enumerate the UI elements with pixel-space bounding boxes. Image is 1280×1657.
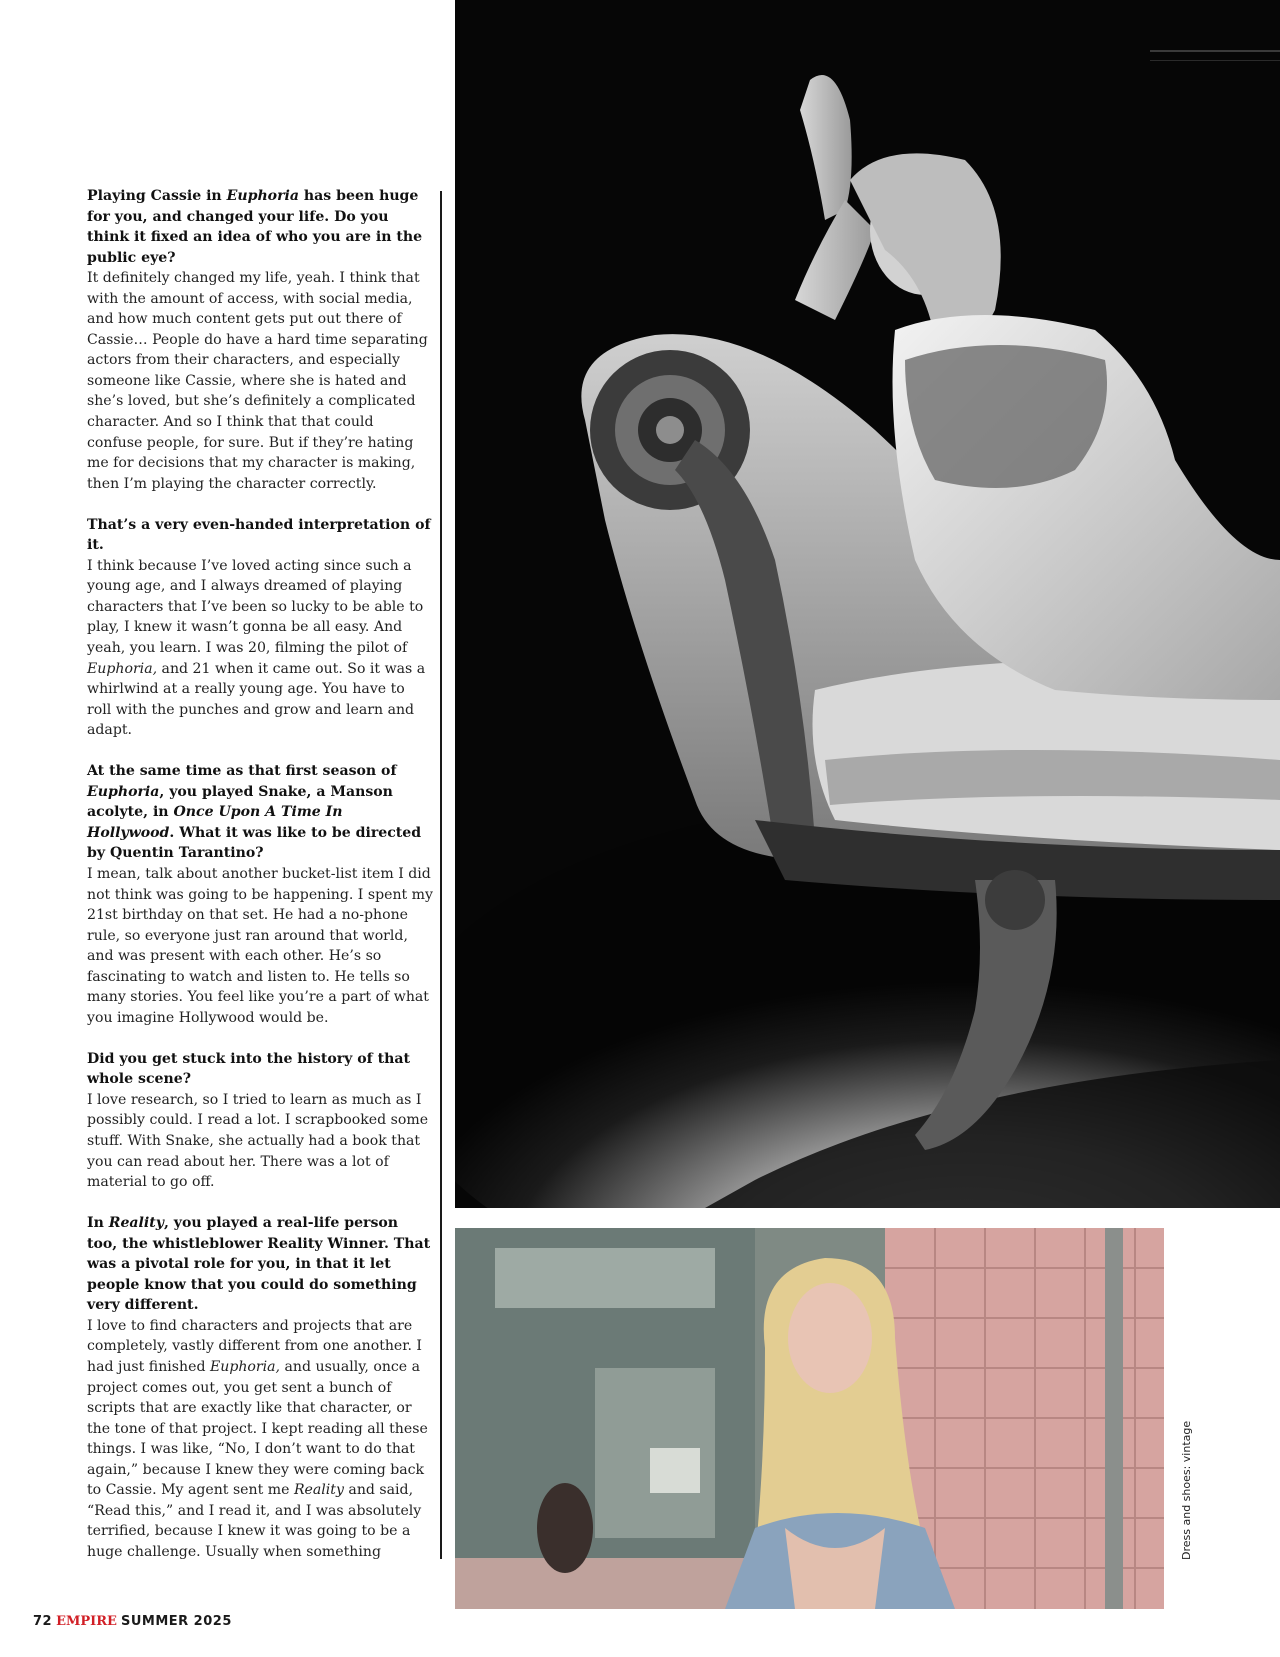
question-text: , you played a real-life person too, the whistleblower Reality Winner. That was a pivotal role for you, in that it let people know that you could do something very different. [87,1215,431,1314]
empire-logo: EMPIRE [56,1614,117,1629]
answer-text: I think because I’ve loved acting since such a young age, and I always dreamed of playing characters that I’ve been so lucky to be able to play, I knew it wasn’t gonna be all easy. And yeah, you learn. I was 20, filming the pilot of [87,557,424,656]
interview-question [87,1213,433,1316]
interview-answer [87,556,433,741]
interview-question [87,1049,433,1090]
question-text: At the same time as that first season of [87,763,397,780]
question-text: Playing Cassie in [87,188,227,204]
interview-answer [87,864,433,1028]
interview-question [87,515,433,556]
interview-question [87,186,433,268]
decorative-rule [1150,50,1280,52]
article-column [87,186,433,1583]
photo-bathroom-still [455,1228,1164,1609]
photo-chaise-longue [455,0,1280,1208]
qa-block [87,1049,433,1193]
qa-block [87,761,433,1028]
photo-bathroom-illustration [455,1228,1164,1609]
answer-text: Reality [293,1482,344,1499]
photo-credit: Dress and shoes: vintage [1180,1420,1193,1560]
issue-label: SUMMER 2025 [120,1614,232,1629]
answer-text: and said, “Read this,” and I read it, and I was absolutely terrified, because I knew it was going to be a huge challenge. Usually when something [87,1482,422,1560]
decorative-rule-thin [1150,60,1280,61]
answer-text: I love research, so I tried to learn as much as I possibly could. I read a lot. I scrapbooked some stuff. With Snake, she actually had a book that you can read about her. There was a lot of material to go off. [87,1091,429,1191]
interview-answer [87,1090,433,1193]
question-text: That’s a very even-handed interpretation of it. [87,516,431,554]
question-text: In [87,1215,109,1232]
answer-text: It definitely changed my life, yeah. I think that with the amount of access, with social media, and how much content gets put out there of Cassie… People do have a hard time separating actors from their characters, and especially someone like Cassie, where she is hated and she’s loved, but she’s definitely a complicated character. And so I think that that could confuse people, for sure. But if they’re hating me for decisions that my character is making, then I’m playing the character correctly. [87,270,428,492]
answer-text: and 21 when it came out. So it was a whirlwind at a really young age. You have to roll with the punches and grow and learn and adapt. [87,660,426,739]
answer-text: Euphoria, [87,660,158,677]
page-number: 72 [33,1614,53,1629]
question-text: has been huge for you, and changed your life. Do you think it fixed an idea of who you are in the public eye? [87,188,423,266]
question-text: Once Upon A Time In Hollywood [87,804,343,841]
question-text: Euphoria [226,188,299,204]
qa-block [87,515,433,741]
qa-block [87,186,433,494]
question-text: . What it was like to be directed by Quentin Tarantino? [87,824,422,862]
photo-chaise-illustration [455,0,1280,1208]
question-text: Euphoria [87,783,160,800]
question-text: Did you get stuck into the history of that whole scene? [87,1050,411,1088]
page-footer [33,1614,232,1629]
interview-answer [87,268,433,494]
question-text: , you played Snake, a Manson acolyte, in [87,783,393,821]
question-text: Reality [108,1215,164,1232]
interview-answer [87,1316,433,1563]
column-divider [440,191,442,1559]
qa-block [87,1213,433,1562]
answer-text: I mean, talk about another bucket-list item I did not think was going to be happening. I spent my 21st birthday on that set. He had a no-phone rule, so everyone just ran around that world, and was present with each other. He’s so fascinating to watch and listen to. He tells so many stories. You feel like you’re a part of what you imagine Hollywood would be. [87,865,433,1026]
interview-question [87,761,433,864]
answer-text: and usually, once a project comes out, you get sent a bunch of scripts that are exactly like that character, or the tone of that project. I kept reading all these things. I was like, “No, I don’t want to do that again,” because I knew they were coming back to Cassie. My agent sent me [87,1358,428,1499]
answer-text: Euphoria, [209,1358,281,1375]
answer-text: I love to find characters and projects that are completely, vastly different from one another. I had just finished [87,1317,422,1375]
